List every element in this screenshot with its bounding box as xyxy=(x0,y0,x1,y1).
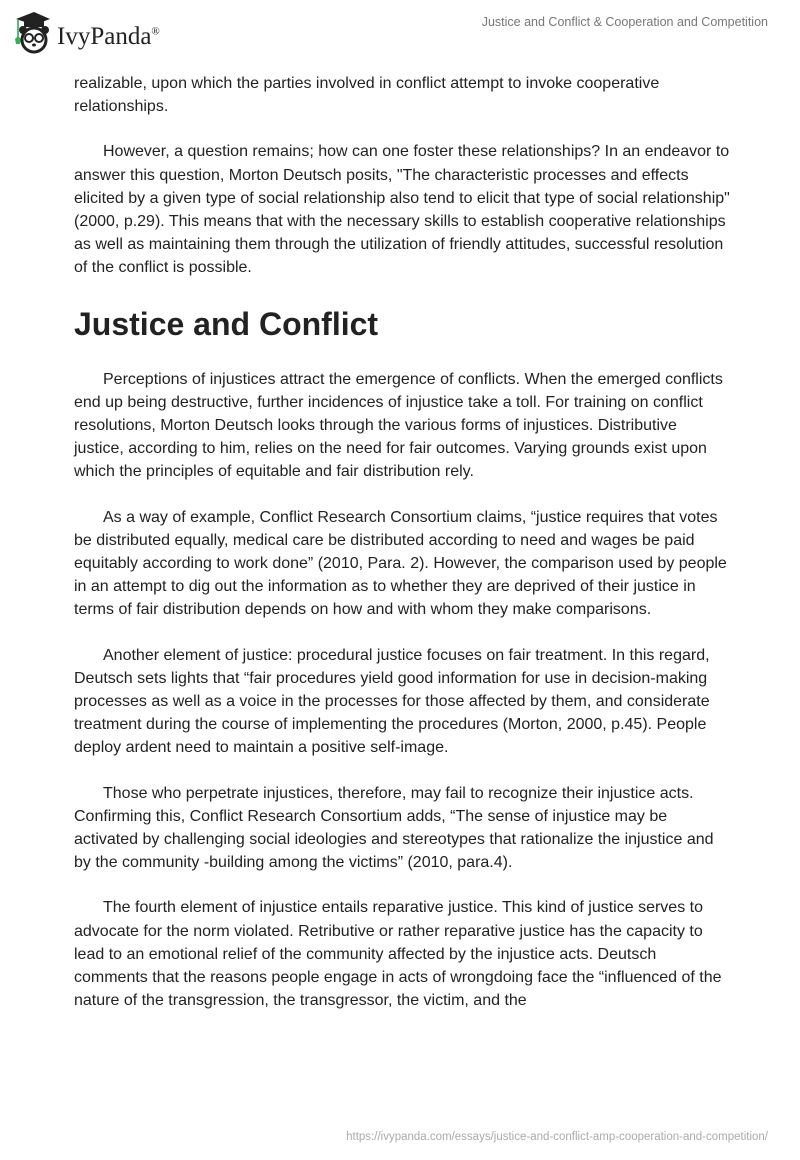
paragraph: However, a question remains; how can one foster these relationships? In an endeavor to answer this question, Morton Deutsch posits, "The characteristic processes and effects elicited by a given type of social relationship also tend to elicit that type of social relationship" (2000, p.29). This means that with the necessary skills to establish cooperative relationships as well as maintaining them through the utilization of friendly attitudes, successful resolution of the conflict is possible. xyxy=(74,143,730,277)
panda-graduate-icon xyxy=(12,9,52,55)
ivypanda-logo[interactable] xyxy=(12,9,160,55)
paragraph: realizable, upon which the parties involved in conflict attempt to invoke cooperative relationships. xyxy=(74,75,660,116)
registered-mark: ® xyxy=(151,25,160,38)
logo-text: IvyPanda xyxy=(57,23,152,50)
source-url[interactable]: https://ivypanda.com/essays/justice-and-conflict-amp-cooperation-and-competition/ xyxy=(346,1131,768,1143)
paragraph: As a way of example, Conflict Research Consortium claims, “justice requires that votes be distributed equally, medical care be distributed according to need and wages be paid equitably according to work done” (2010, Para. 2). However, the comparison used by people in an attempt to dig out the information as to whether they are deprived of their justice in terms of fair distribution depends on how and with whom they make comparisons. xyxy=(74,508,727,619)
paragraph: Perceptions of injustices attract the emergence of conflicts. When the emerged conflicts end up being destructive, further incidences of injustice take a toll. For training on conflict resolutions, Morton Deutsch looks through the various forms of injustices. Distributive justice, according to him, relies on the need for fair outcomes. Varying grounds exist upon which the principles of equitable and fair distribution rely. xyxy=(74,370,723,481)
essay-content xyxy=(74,72,730,1035)
paragraph: Those who perpetrate injustices, therefore, may fail to recognize their injustice acts. Confirming this, Conflict Research Consortium adds, “The sense of injustice may be activated by challenging social ideologies and stereotypes that rationalize the injustice and by the community -building among the victims” (2010, para.4). xyxy=(74,784,714,872)
document-title: Justice and Conflict & Cooperation and Competition xyxy=(481,15,768,29)
page-header xyxy=(0,0,800,60)
section-heading: Justice and Conflict xyxy=(74,305,379,342)
paragraph: The fourth element of injustice entails reparative justice. This kind of justice serves to advocate for the norm violated. Retributive or rather reparative justice has the capacity to lead to an emotional relief of the community affected by the injustice acts. Deutsch comments that the reasons people engage in acts of wrongdoing face the “influenced of the nature of the transgression, the transgressor, the victim, and the xyxy=(74,899,722,1010)
paragraph: Another element of justice: procedural justice focuses on fair treatment. In this regard, Deutsch sets lights that “fair procedures yield good information for use in decision-making processes as well as a voice in the processes for those affected by them, and considerate treatment during the course of implementing the procedures (Morton, 2000, p.45). People deploy ardent need to maintain a positive self-image. xyxy=(74,646,710,757)
